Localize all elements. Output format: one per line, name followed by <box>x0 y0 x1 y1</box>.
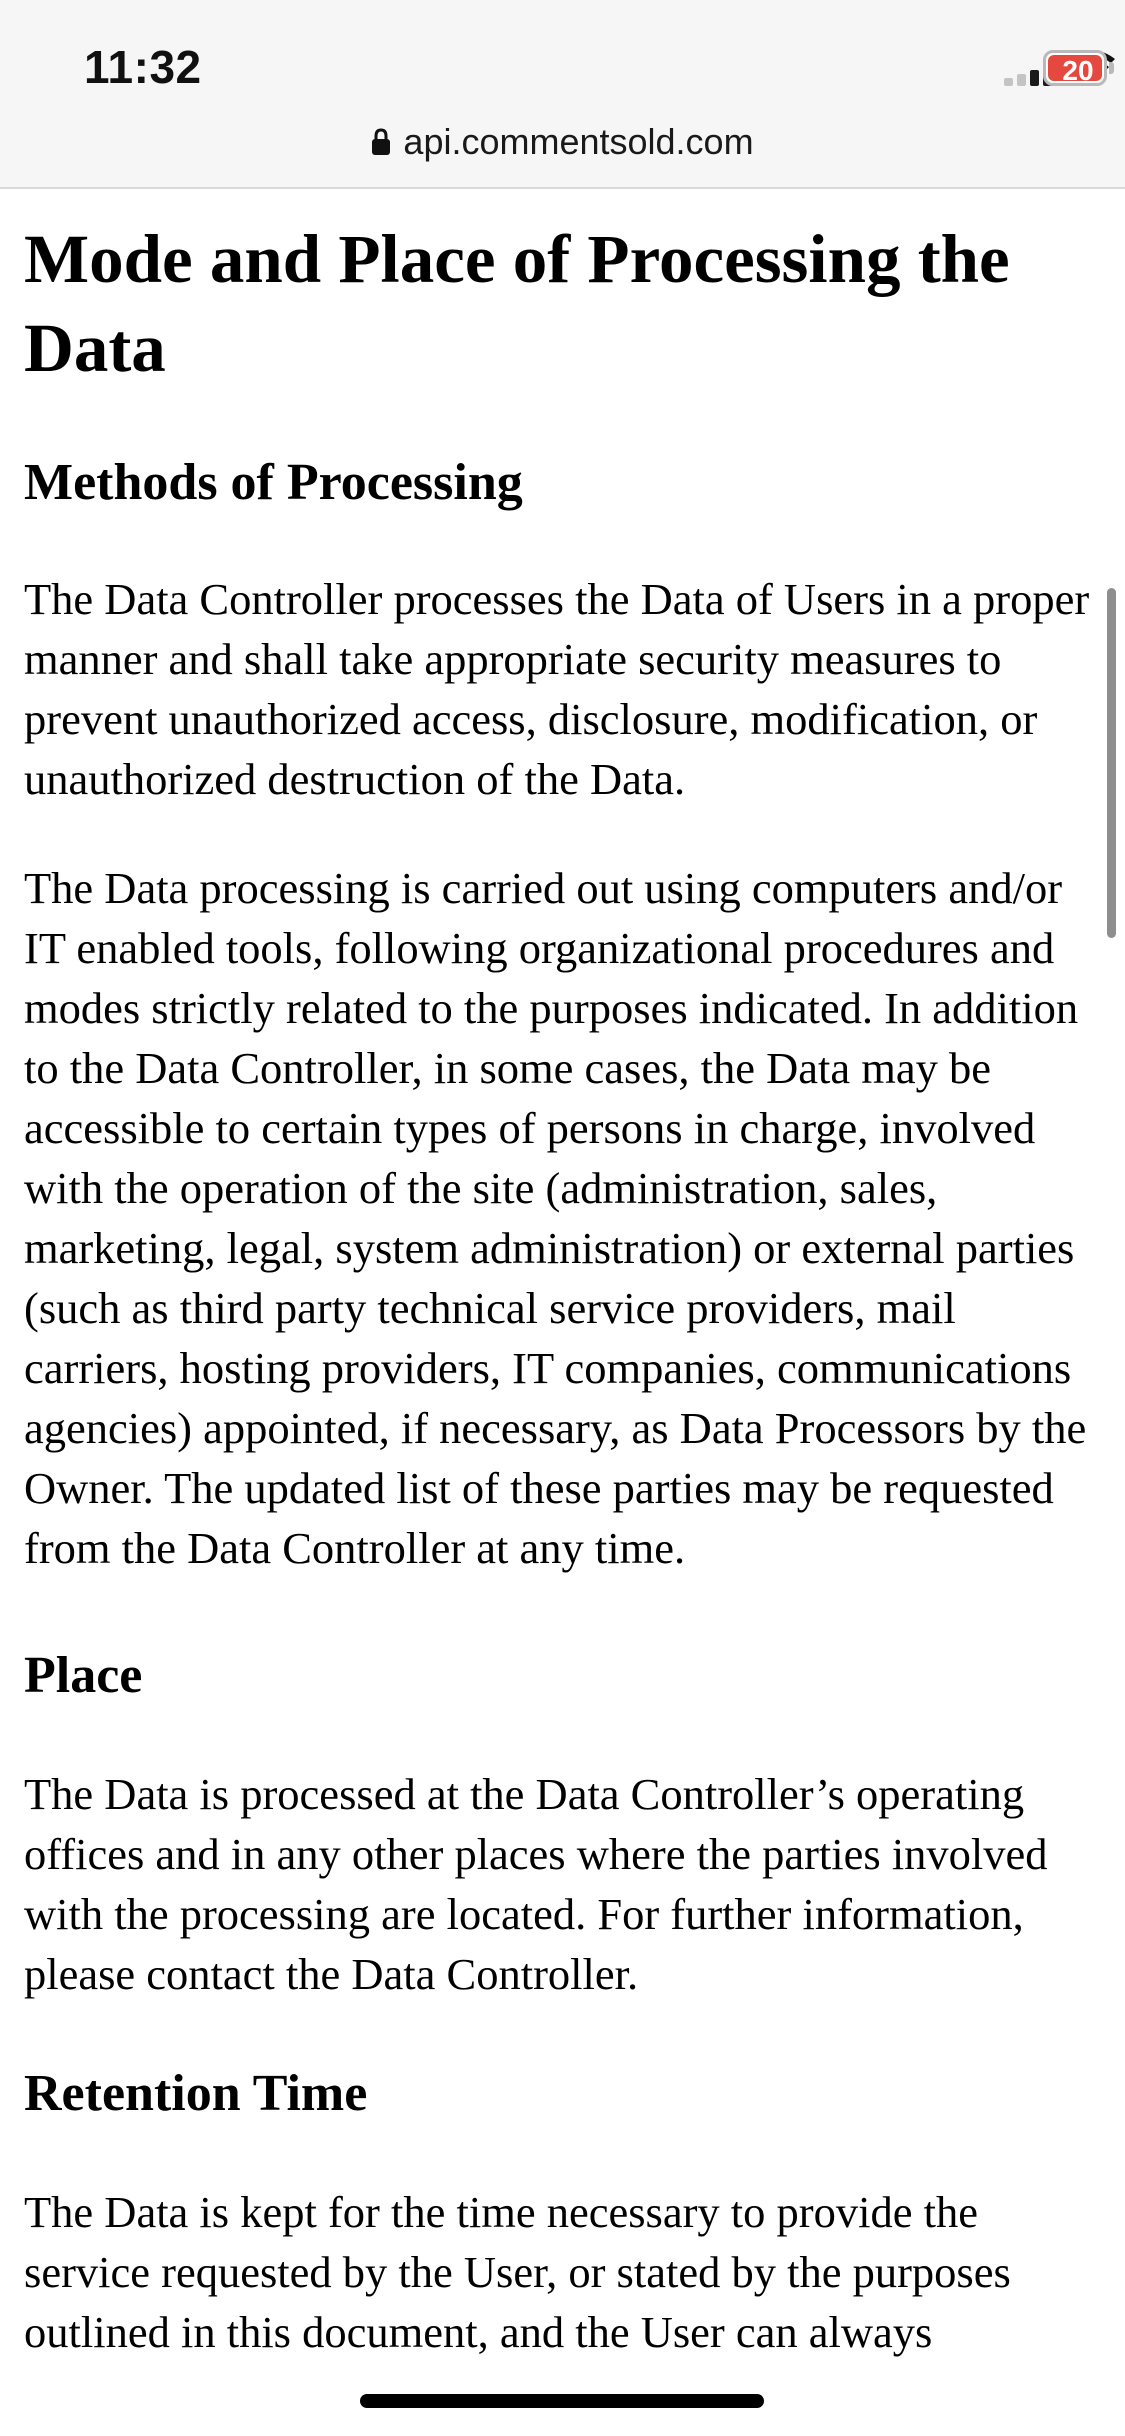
browser-top-chrome <box>0 0 1125 189</box>
lock-icon <box>371 128 391 156</box>
retention-paragraph: The Data is kept for the time necessary to provide the service requested by the User, or stated by the purposes outlined in this document, and the User can always <box>24 2187 1011 2357</box>
place-heading: Place <box>24 1647 143 1704</box>
place-paragraph: The Data is processed at the Data Controller’s operating offices and in any other places where the parties involved with the processing are located. For further information, please contact the Data Controller. <box>24 1769 1048 1999</box>
methods-heading: Methods of Processing <box>24 454 523 511</box>
methods-paragraph-2: The Data processing is carried out using computers and/or IT enabled tools, following organizational procedures and modes strictly related to the purposes indicated. In addition to the Data Controller, in some cases, the Data may be accessible to certain types of persons in charge, involved with the operation of the site (administration, sales, marketing, legal, system administration) or external parties (such as third party technical service providers, mail carriers, hosting providers, IT companies, communications agencies) appointed, if necessary, as Data Processors by the Owner. The updated list of these parties may be requested from the Data Controller at any time. <box>24 863 1087 1573</box>
retention-heading: Retention Time <box>24 2065 368 2122</box>
battery-level: 20 <box>1062 55 1094 86</box>
page-title: Mode and Place of Processing the Data <box>24 221 1010 386</box>
scroll-indicator[interactable] <box>1107 588 1116 938</box>
battery-body <box>1043 50 1107 86</box>
home-indicator[interactable] <box>360 2394 764 2408</box>
status-time: 11:32 <box>84 41 202 93</box>
battery-icon <box>1043 50 1115 86</box>
methods-paragraph-1: The Data Controller processes the Data of Users in a proper manner and shall take appropriate security measures to prevent unauthorized access, disclosure, modification, or unauthorized destruction of the Data. <box>24 574 1090 804</box>
url-text[interactable]: api.commentsold.com <box>403 121 754 162</box>
battery-tip <box>1109 62 1114 74</box>
address-bar[interactable] <box>0 112 1125 172</box>
page-content <box>24 189 1094 2362</box>
